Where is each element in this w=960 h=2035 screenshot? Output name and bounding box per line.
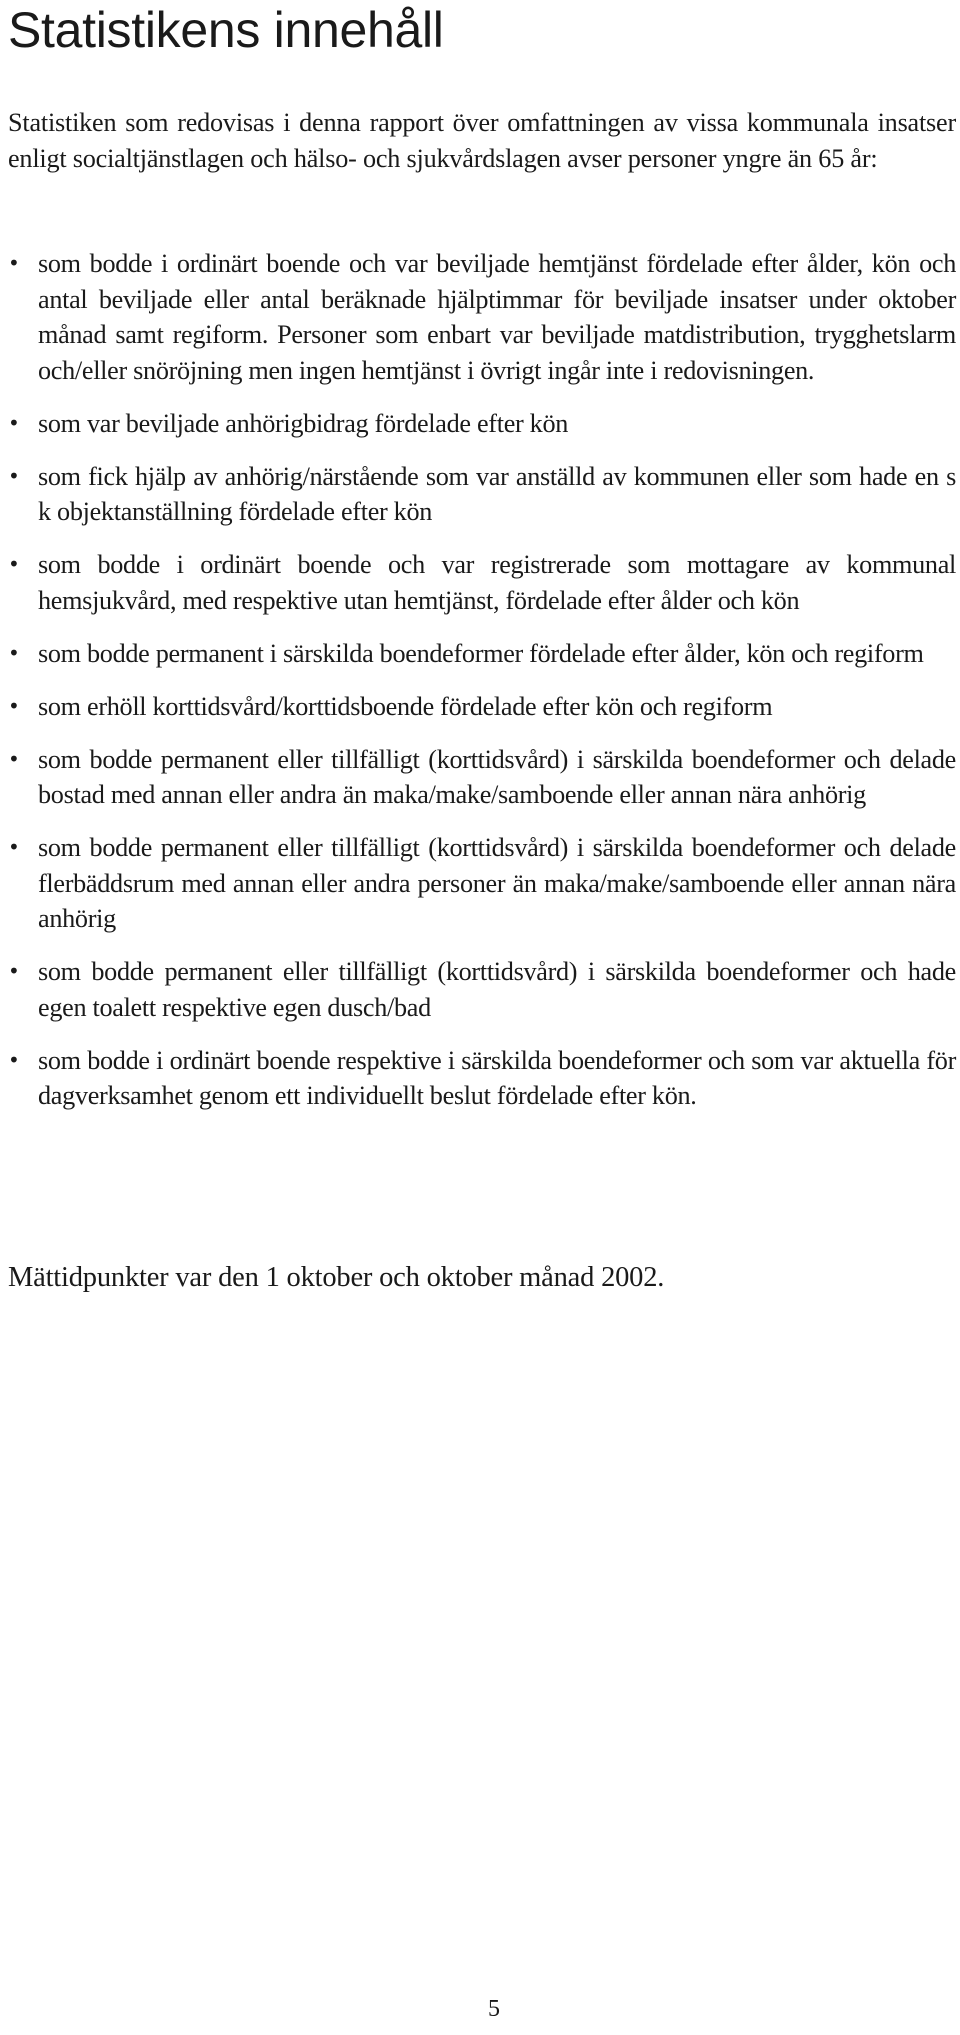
bullet-icon: • bbox=[8, 552, 20, 576]
list-item bbox=[8, 547, 956, 618]
list-item bbox=[8, 830, 956, 937]
list-item bbox=[8, 954, 956, 1025]
bullet-icon: • bbox=[8, 835, 20, 859]
list-item-text: som bodde i ordinärt boende och var registrerade som mottagare av kommunal hemsjukvård, med respektive utan hemtjänst, fördelade efter ålder och kön bbox=[38, 550, 956, 615]
closing-paragraph: Mättidpunkter var den 1 oktober och oktober månad 2002. bbox=[8, 1262, 665, 1293]
list-item-text: som bodde permanent eller tillfälligt (korttidsvård) i särskilda boendeformer och delade bostad med annan eller andra än maka/make/samboende eller annan nära anhörig bbox=[38, 744, 956, 809]
list-item bbox=[8, 459, 956, 530]
bullet-icon: • bbox=[8, 959, 20, 983]
intro-paragraph: Statistiken som redovisas i denna rapport över omfattningen av vissa kommunala insatser enligt socialtjänstlagen och hälso- och sjukvårdslagen avser personer yngre än 65 år: bbox=[8, 108, 956, 173]
list-item-text: som erhöll korttidsvård/korttidsboende fördelade efter kön och regiform bbox=[38, 691, 773, 721]
bullet-icon: • bbox=[8, 1047, 20, 1072]
list-item-text: som fick hjälp av anhörig/närstående som var anställd av kommunen eller som hade en s k objektanställning fördelade efter kön bbox=[38, 461, 956, 526]
list-item-text: som bodde permanent eller tillfälligt (korttidsvård) i särskilda boendeformer och delade flerbäddsrum med annan eller andra personer än maka/make/samboende eller annan nära anhörig bbox=[38, 833, 956, 933]
bullet-icon: • bbox=[8, 693, 20, 718]
bullet-icon: • bbox=[8, 410, 20, 435]
list-item bbox=[8, 406, 956, 442]
bullet-list bbox=[8, 246, 956, 1131]
list-item bbox=[8, 636, 956, 672]
bullet-icon: • bbox=[8, 463, 20, 488]
list-item-text: som bodde i ordinärt boende och var beviljade hemtjänst fördelade efter ålder, kön och antal beviljade eller antal beräknade hjälptimmar för beviljade insatser under oktober månad samt regiform. Personer som enbart var beviljade matdistribution, trygghetslarm och/eller snöröjning men ingen hemtjänst i övrigt ingår inte i redovisningen. bbox=[38, 249, 956, 385]
list-item-text: som var beviljade anhörigbidrag fördelade efter kön bbox=[38, 408, 569, 438]
bullet-icon: • bbox=[8, 746, 20, 771]
list-item bbox=[8, 742, 956, 813]
list-item bbox=[8, 689, 956, 725]
list-item-text: som bodde permanent eller tillfälligt (korttidsvård) i särskilda boendeformer och hade egen toalett respektive egen dusch/bad bbox=[38, 957, 956, 1022]
page-number: 5 bbox=[488, 1996, 500, 2022]
bullet-icon: • bbox=[8, 640, 20, 665]
list-item bbox=[8, 246, 956, 388]
list-item bbox=[8, 1043, 956, 1114]
list-item-text: som bodde permanent i särskilda boendeformer fördelade efter ålder, kön och regiform bbox=[38, 638, 924, 668]
page-title: Statistikens innehåll bbox=[8, 2, 444, 58]
bullet-icon: • bbox=[8, 251, 20, 275]
list-item-text: som bodde i ordinärt boende respektive i särskilda boendeformer och som var aktuella för dagverksamhet genom ett individuellt beslut fördelade efter kön. bbox=[38, 1045, 956, 1110]
